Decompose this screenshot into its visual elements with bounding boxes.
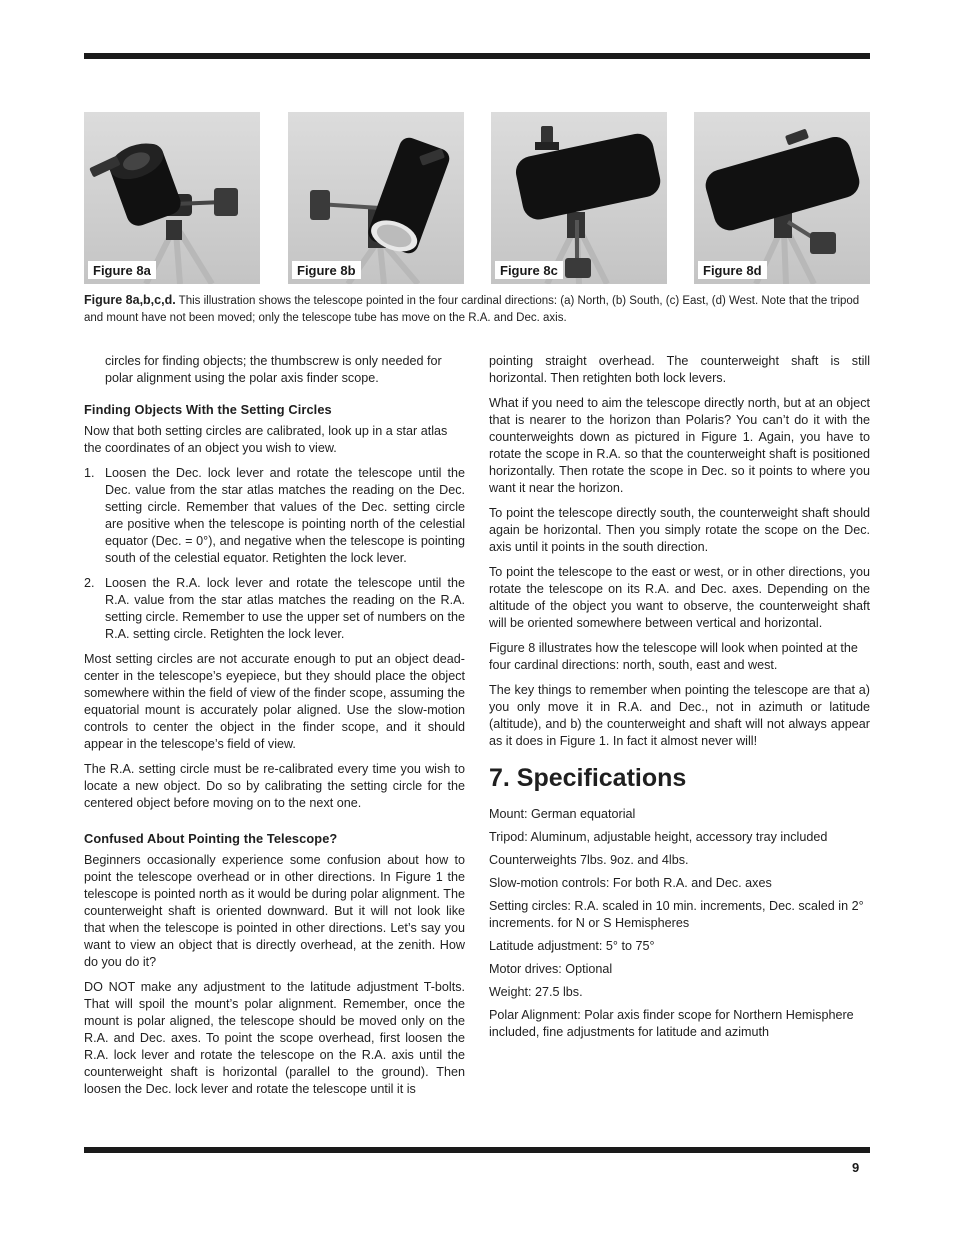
figure-8c-label: Figure 8c: [495, 261, 563, 279]
paragraph: Figure 8 illustrates how the telescope will look when pointed at the four cardinal directions: north, south, east and west.: [489, 641, 858, 672]
list-number: 2.: [84, 576, 95, 590]
caption-lead: Figure 8a,b,c,d.: [84, 293, 176, 307]
paragraph: What if you need to aim the telescope directly north, but at an object that is nearer to the horizon than Polaris? You can’t do it with the counterweights down as pictured in Figure 1. Again, you have to rotate the scope in R.A. so that the counterweight shaft is positioned horizontally. Then rotate the scope in Dec. so it points to where you want it near the horizon.: [489, 396, 870, 495]
right-column: [489, 353, 870, 1047]
caption-text: This illustration shows the telescope pointed in the four cardinal directions: (a) North, (b) South, (c) East, (d) West. Note that the tripod and mount have not been moved; only the telescope tube has move on the R.A. and Dec. axis.: [84, 295, 860, 324]
page-number: 9: [852, 1160, 860, 1175]
heading-finding-objects: Finding Objects With the Setting Circles: [84, 402, 332, 417]
figure-8b-photo: [288, 112, 464, 284]
paragraph: The R.A. setting circle must be re-calibrated every time you wish to locate a new object. Do so by calibrating the setting circle for the centered object before moving on to the next one.: [84, 762, 465, 810]
paragraph: Now that both setting circles are calibrated, look up in a star atlas the coordinates of an object you wish to view.: [84, 424, 448, 455]
spec-item: Mount: German equatorial: [489, 807, 636, 821]
spec-item: Tripod: Aluminum, adjustable height, accessory tray included: [489, 830, 828, 844]
paragraph: pointing straight overhead. The counterweight shaft is still horizontal. Then retighten both lock levers.: [489, 354, 870, 385]
bottom-rule: [84, 1147, 870, 1153]
list-text: Loosen the R.A. lock lever and rotate the telescope until the R.A. value from the star atlas matches the reading on the R.A. setting circle. Remember to use the upper set of numbers on the R.A. setting circle. Retighten the lock lever.: [105, 576, 465, 641]
list-item: [84, 465, 465, 567]
heading-confused-pointing: Confused About Pointing the Telescope?: [84, 831, 338, 846]
paragraph: DO NOT make any adjustment to the latitude adjustment T-bolts. That will spoil the mount’s polar alignment. Remember, once the mount is polar aligned, the telescope should be moved only on the R.A. and Dec. axes. To point the scope overhead, first loosen the R.A. lock lever and rotate the telescope on the R.A. axis until the counterweight shaft is horizontal (parallel to the ground). Then loosen the Dec. lock lever and rotate the telescope until it is: [84, 980, 465, 1096]
left-column: [84, 353, 465, 1106]
spec-item: Weight: 27.5 lbs.: [489, 985, 583, 999]
figure-8b-label: Figure 8b: [292, 261, 361, 279]
figure-8c-photo: [491, 112, 667, 284]
paragraph: Most setting circles are not accurate enough to put an object dead-center in the telescope’s eyepiece, but they should place the object somewhere within the field of view of the finder scope, assuming the equatorial mount is accurately polar aligned. Use the slow-motion controls to center the object in the finder scope, and it should appear in the telescope’s field of view.: [84, 652, 465, 751]
list-text: Loosen the Dec. lock lever and rotate the telescope until the Dec. value from the star atlas matches the reading on the Dec. setting circle. Remember that values of the Dec. setting circle are positive when the telescope is pointing north of the celestial equator (Dec. = 0°), and negative when the telescope is pointing south of the celestial equator. Retighten the lock lever.: [105, 466, 465, 565]
paragraph: The key things to remember when pointing the telescope are that a) you only move it in R.A. and Dec., not in azimuth or latitude (altitude), and b) the counterweight and shaft will not always appear as it does in Figure 1. In fact it almost never will!: [489, 683, 870, 748]
spec-item: Latitude adjustment: 5° to 75°: [489, 939, 655, 953]
figure-8a-label: Figure 8a: [88, 261, 156, 279]
spec-item: Polar Alignment: Polar axis finder scope for Northern Hemisphere included, fine adjustments for latitude and azimuth: [489, 1008, 854, 1039]
spec-item: Counterweights 7lbs. 9oz. and 4lbs.: [489, 853, 689, 867]
paragraph: To point the telescope directly south, the counterweight shaft should again be horizontal. Then you simply rotate the scope on the Dec. axis until it points in the south direction.: [489, 506, 870, 554]
list-item: [84, 575, 465, 643]
paragraph: To point the telescope to the east or west, or in other directions, you rotate the telescope on its R.A. and Dec. axes. Depending on the altitude of the object you want to observe, the counterweight shaft will be oriented somewhere between vertical and horizontal.: [489, 565, 870, 630]
section-title-specifications: 7. Specifications: [489, 764, 687, 792]
spec-item: Setting circles: R.A. scaled in 10 min. increments, Dec. scaled in 2° increments. for N or S Hemispheres: [489, 899, 864, 930]
figure-8a-photo: [84, 112, 260, 284]
list-number: 1.: [84, 466, 95, 480]
figure-8d-label: Figure 8d: [698, 261, 767, 279]
continued-paragraph: circles for finding objects; the thumbscrew is only needed for polar alignment using the polar axis finder scope.: [105, 354, 442, 385]
figure-8d-photo: [694, 112, 870, 284]
spec-item: Motor drives: Optional: [489, 962, 613, 976]
figure-caption: [84, 292, 870, 327]
paragraph: Beginners occasionally experience some confusion about how to point the telescope overhead or in other directions. In Figure 1 the telescope is pointed north as it would be during polar alignment. The counterweight shaft is oriented downward. But it will not look like that when the telescope is pointed in other directions. Let’s say you want to view an object that is directly overhead, at the zenith. How do you do it?: [84, 853, 465, 969]
top-rule: [84, 53, 870, 59]
spec-item: Slow-motion controls: For both R.A. and Dec. axes: [489, 876, 772, 890]
